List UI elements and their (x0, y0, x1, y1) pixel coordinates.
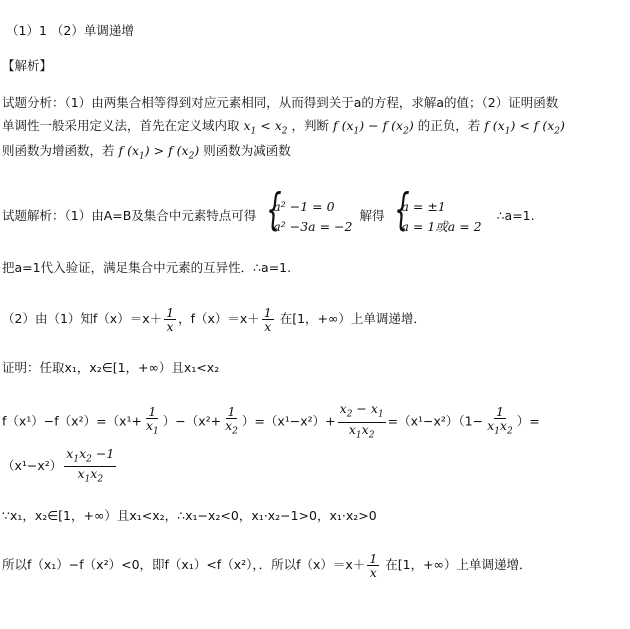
solution-1: { a = ±1 (401, 198, 446, 214)
fraction-1-over-x-3: $\frac{1}{x}$ (369, 551, 378, 580)
conclusion-text-b: 在[1，+∞）上单调递增． (385, 557, 532, 572)
section-header: 【解析】 (2, 58, 53, 73)
diff-text-e: ）= (516, 413, 540, 429)
conclusion-line (2, 548, 531, 582)
analysis-line-1 (2, 94, 558, 112)
fraction-1-over-x1: $\frac{1}{x_1}$ (145, 404, 159, 437)
analysis-text-1: 试题分析：（1）由两集合相等得到对应元素相同，从而得到关于a的方程，求解a的值；（2）证明函数 (2, 95, 559, 110)
verify-line: 把a=1代入验证，满足集合中元素的互异性．∴a=1. (2, 260, 292, 275)
solution-line-1 (2, 196, 535, 237)
part2-text-c: 在[1，+∞）上单调递增． (279, 311, 426, 326)
solve-label: 解得 (359, 208, 385, 223)
formula-f-gt: f $(x_1) > f$ $(x_2)$ (118, 143, 200, 162)
proof-intro: 证明：任取x₁，x₂∈[1，+∞）且x₁<x₂ (2, 360, 220, 375)
answer-line: （1）1 （2）单调递增 (6, 23, 134, 38)
analysis-line-3 (2, 142, 291, 166)
solution-2: a = 1或a = 2 (401, 218, 482, 234)
fraction-1-over-x: $\frac{1}{x}$ (166, 305, 175, 334)
fraction-1-over-x2: $\frac{1}{x_2}$ (225, 404, 238, 437)
equation-2: a² −3a = −2 (273, 218, 353, 234)
because-line: ∵x₁，x₂∈[1，+∞）且x₁<x₂，∴x₁−x₂<0，x₁·x₂−1>0，x₁·x₂>0 (2, 508, 377, 523)
part2-text-b: ，f（x）＝x＋ (178, 311, 260, 326)
formula-f-diff: f $(x_1) - f$ $(x_2)$ (333, 118, 414, 137)
diff-text-a: f（x¹）−f（x²）=（x¹+ (2, 413, 142, 429)
fraction-x1x2-minus-1: $\frac{x_1x_2 -1}{x_1x_2}$ (66, 445, 115, 485)
fraction-1-over-x-2: $\frac{1}{x}$ (263, 305, 272, 334)
fraction-x2-minus-x1: $\frac{x_2 - x_1}{x_1x_2}$ (339, 401, 384, 440)
conclusion-text-a: 所以f（x₁）−f（x²）<0，即f（x₁）<f（x²），．所以f（x）＝x＋ (2, 557, 366, 572)
difference-line-1 (2, 402, 540, 442)
analysis-line-2 (2, 117, 565, 141)
diff-text-d: =（x¹−x²）（1− (387, 413, 484, 429)
diff-text-b: ）−（x²+ (162, 413, 222, 429)
analysis-text-2a: 单调性一般采用定义法，首先在定义域内取 (2, 118, 240, 133)
analysis-text-3a: 则函数为增函数，若 (2, 143, 115, 158)
solution-intro: 试题解析：（1）由A=B及集合中元素特点可得 (2, 208, 257, 223)
analysis-text-2b: ，判断 (291, 118, 330, 133)
solution-system (391, 197, 481, 237)
difference-line-2 (2, 446, 118, 487)
formula-x1-lt-x2: $x_1 < x_2$ (243, 118, 288, 137)
analysis-text-3b: 则函数为减函数 (203, 143, 291, 158)
part2-text-a: （2）由（1）知f（x）＝x＋ (2, 311, 163, 326)
analysis-text-2c: 的正负，若 (417, 118, 481, 133)
therefore-a: ∴a=1. (496, 208, 535, 223)
fraction-1-over-x1x2: $\frac{1}{x_1x_2}$ (487, 404, 513, 437)
diff2-text-a: （x¹−x²） (2, 458, 63, 473)
diff-text-c: ）=（x¹−x²）+ (241, 413, 336, 429)
part2-line (2, 302, 426, 336)
equation-1: { a² −1 = 0 (273, 198, 335, 214)
formula-f-lt: f $(x_1) < f$ $(x_2)$ (484, 118, 565, 137)
equation-system (263, 197, 352, 237)
